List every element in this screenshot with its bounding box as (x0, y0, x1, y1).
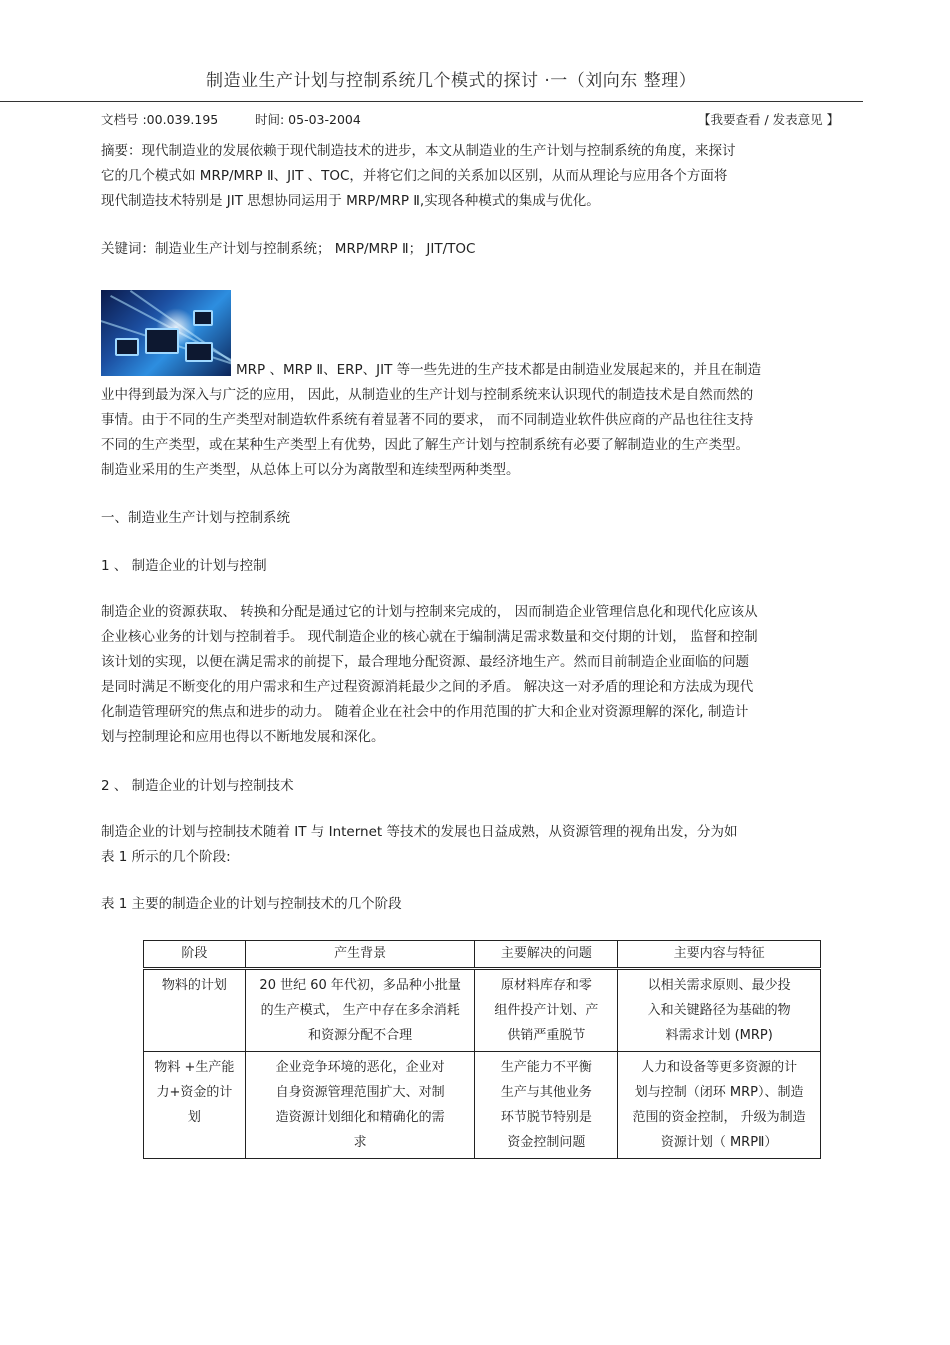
intro-line: 制造业采用的生产类型，从总体上可以分为离散型和连续型两种类型。 (101, 462, 520, 478)
cell-line: 自身资源管理范围扩大、对制 (275, 1085, 445, 1100)
table-header-cell: 主要内容与特征 (618, 941, 821, 969)
cell-line: 料需求计划 (MRP) (665, 1028, 773, 1043)
subsection-heading: 1 、 制造企业的计划与控制 (101, 558, 267, 574)
table-cell (245, 969, 475, 1052)
stages-table (143, 940, 821, 1159)
cell-line: 的生产模式， 生产中存在多余消耗 (260, 1003, 460, 1018)
cell-line: 范围的资金控制， 升级为制造 (632, 1110, 806, 1125)
intro-line: 不同的生产类型，或在某种生产类型上有优势，因此了解生产计划与控制系统有必要了解制造业的生产类型。 (101, 437, 749, 453)
cell-line: 划与控制（闭环 MRP）、制造 (634, 1085, 804, 1100)
cell-line: 力+资金的计 (156, 1085, 233, 1100)
document-title: 制造业生产计划与控制系统几个模式的探讨 ·一（刘向东 整理） (206, 71, 697, 91)
paragraph-line: 化制造管理研究的焦点和进步的动力。 随着企业在社会中的作用范围的扩大和企业对资源理解的深化, 制造计 (101, 704, 749, 720)
table-row (144, 1052, 821, 1159)
cell-line: 企业竞争环境的恶化，企业对 (275, 1060, 445, 1075)
cell-line: 划 (187, 1110, 201, 1125)
intro-line: 业中得到最为深入与广泛的应用， 因此，从制造业的生产计划与控制系统来认识现代的制造技术是自然而然的 (101, 387, 754, 403)
table-cell (475, 969, 618, 1052)
technology-illustration-image (101, 290, 231, 376)
paragraph-line: 企业核心业务的计划与控制着手。 现代制造企业的核心就在于编制满足需求数量和交付期的计划， 监督和控制 (101, 629, 758, 645)
cell-line: 环节脱节特别是 (500, 1110, 592, 1125)
cell-line: 资金控制问题 (507, 1135, 586, 1150)
paragraph-line: 表 1 所示的几个阶段: (101, 849, 231, 865)
table-header-cell: 主要解决的问题 (475, 941, 618, 969)
subsection-heading: 2 、 制造企业的计划与控制技术 (101, 778, 294, 794)
table-header-row (144, 941, 821, 969)
paragraph-line: 是同时满足不断变化的用户需求和生产过程资源消耗最少之间的矛盾。 解决这一对矛盾的理论和方法成为现代 (101, 679, 754, 695)
paragraph-line: 该计划的实现，以便在满足需求的前提下，最合理地分配资源、最经济地生产。然而目前制造企业面临的问题 (101, 654, 749, 670)
cell-line: 生产能力不平衡 (500, 1060, 592, 1075)
cell-line: 人力和设备等更多资源的计 (641, 1060, 798, 1075)
table-cell (618, 969, 821, 1052)
intro-line: MRP 、MRP Ⅱ、ERP、JIT 等一些先进的生产技术都是由制造业发展起来的，并且在制造 (236, 362, 762, 378)
table-header-cell: 产生背景 (245, 941, 475, 969)
cell-line: 入和关键路径为基础的物 (647, 1003, 791, 1018)
cell-line: 组件投产计划、产 (494, 1003, 599, 1018)
table-header-cell: 阶段 (144, 941, 246, 969)
cell-line: 20 世纪 60 年代初，多品种小批量 (259, 978, 461, 993)
title-divider (0, 101, 863, 102)
table-cell (475, 1052, 618, 1159)
table-cell (245, 1052, 475, 1159)
cell-line: 资源计划（ MRPⅡ） (660, 1135, 778, 1150)
cell-line: 求 (353, 1135, 367, 1150)
doc-time: 时间: 05-03-2004 (255, 112, 361, 127)
cell-line: 造资源计划细化和精确化的需 (275, 1110, 445, 1125)
keywords: 关键词：制造业生产计划与控制系统； MRP/MRP Ⅱ； JIT/TOC (101, 241, 476, 257)
section-heading: 一、制造业生产计划与控制系统 (101, 510, 290, 526)
cell-line: 供销严重脱节 (507, 1028, 586, 1043)
paragraph-line: 制造企业的计划与控制技术随着 IT 与 Internet 等技术的发展也日益成熟，从资源管理的视角出发，分为如 (101, 824, 738, 840)
doc-number: 文档号 :00.039.195 (101, 112, 219, 127)
cell-line: 生产与其他业务 (500, 1085, 592, 1100)
paragraph-line: 制造企业的资源获取、 转换和分配是通过它的计划与控制来完成的， 因而制造企业管理信息化和现代化应该从 (101, 604, 758, 620)
table-cell (144, 969, 246, 1052)
view-comment-link[interactable]: 【我要查看 / 发表意见 】 (698, 112, 840, 127)
cell-line: 物料的计划 (161, 978, 227, 993)
abstract-line: 摘要：现代制造业的发展依赖于现代制造技术的进步，本文从制造业的生产计划与控制系统的角度，来探讨 (101, 143, 736, 159)
cell-line: 和资源分配不合理 (308, 1028, 413, 1043)
table-row (144, 969, 821, 1052)
table-cell (144, 1052, 246, 1159)
table-caption: 表 1 主要的制造企业的计划与控制技术的几个阶段 (101, 896, 402, 912)
intro-line: 事情。由于不同的生产类型对制造软件系统有着显著不同的要求， 而不同制造业软件供应商的产品也往往支持 (101, 412, 754, 428)
cell-line: 原材料库存和零 (500, 978, 592, 993)
cell-line: 物料 +生产能 (154, 1060, 235, 1075)
paragraph-line: 划与控制理论和应用也得以不断地发展和深化。 (101, 729, 385, 745)
cell-line: 以相关需求原则、最少投 (647, 978, 791, 993)
abstract-line: 它的几个模式如 MRP/MRP Ⅱ、JIT 、TOC，并将它们之间的关系加以区别，从而从理论与应用各个方面将 (101, 168, 728, 184)
table-cell (618, 1052, 821, 1159)
abstract-line: 现代制造技术特别是 JIT 思想协同运用于 MRP/MRP Ⅱ,实现各种模式的集成与优化。 (101, 193, 600, 209)
